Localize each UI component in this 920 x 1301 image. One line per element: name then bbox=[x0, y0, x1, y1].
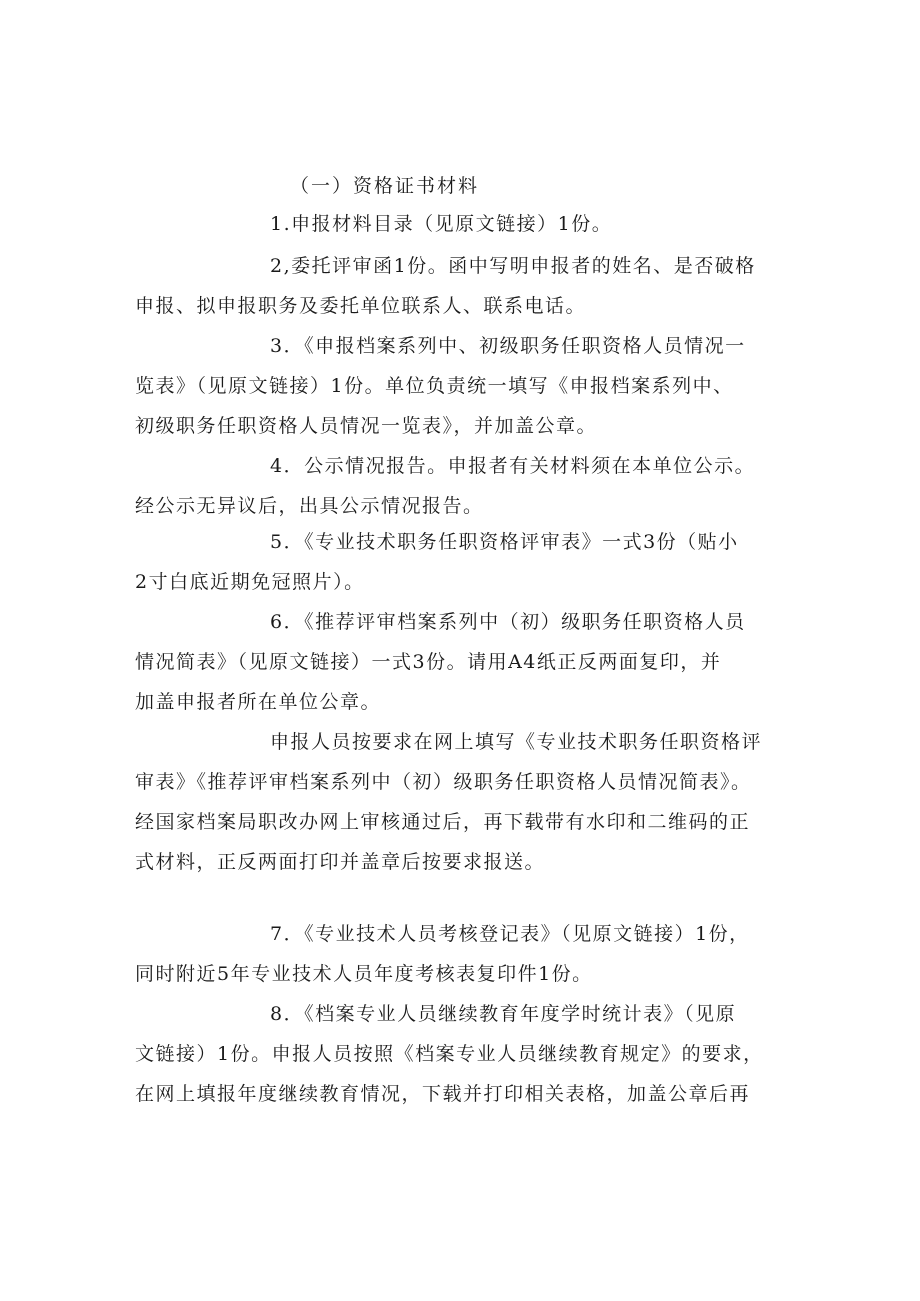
paragraph-line: 在网上填报年度继续教育情况，下载并打印相关表格，加盖公章后再 bbox=[135, 1083, 751, 1105]
paragraph-line: 情况简表》（见原文链接）一式3份。请用A4纸正反两面复印，并 bbox=[135, 651, 722, 673]
paragraph-line: 2寸白底近期免冠照片）。 bbox=[135, 571, 365, 593]
paragraph-line: 申报人员按要求在网上填写《专业技术职务任职资格评 bbox=[270, 731, 763, 753]
paragraph-line: 经国家档案局职改办网上审核通过后，再下载带有水印和二维码的正 bbox=[135, 811, 751, 833]
paragraph-line: 审表》《推荐评审档案系列中（初）级职务任职资格人员情况简表》。 bbox=[135, 771, 752, 793]
paragraph-line: 6．《推荐评审档案系列中（初）级职务任职资格人员 bbox=[270, 611, 746, 633]
paragraph-item-7 bbox=[135, 914, 795, 994]
paragraph-line: 文链接）1份。申报人员按照《档案专业人员继续教育规定》的要求， bbox=[135, 1043, 764, 1065]
paragraph-line: 7．《专业技术人员考核登记表》（见原文链接）1份， bbox=[270, 923, 750, 945]
paragraph-line: 5．《专业技术职务任职资格评审表》一式3份（贴小 bbox=[270, 531, 739, 553]
paragraph-line: 加盖申报者所在单位公章。 bbox=[135, 691, 382, 713]
paragraph-line: 览表》（见原文链接）1份。单位负责统一填写《申报档案系列中、 bbox=[135, 375, 734, 397]
paragraph-item-6 bbox=[135, 602, 795, 722]
paragraph-line: 1.申报材料目录（见原文链接）1份。 bbox=[270, 213, 613, 235]
paragraph-item-5 bbox=[135, 522, 795, 602]
paragraph-item-8 bbox=[135, 994, 795, 1114]
paragraph-line: 3．《申报档案系列中、初级职务任职资格人员情况一 bbox=[270, 335, 746, 357]
paragraph-line: 2,委托评审函1份。函中写明申报者的姓名、是否破格 bbox=[270, 255, 756, 277]
paragraph-line: 申报、拟申报职务及委托单位联系人、联系电话。 bbox=[135, 295, 587, 317]
paragraph-line: 8．《档案专业人员继续教育年度学时统计表》（见原 bbox=[270, 1003, 737, 1025]
paragraph-item-2 bbox=[135, 246, 795, 326]
paragraph-line: 初级职务任职资格人员情况一览表》，并加盖公章。 bbox=[135, 415, 598, 437]
paragraph-line: 经公示无异议后，出具公示情况报告。 bbox=[135, 495, 484, 517]
paragraph-line: 同时附近5年专业技术人员年度考核表复印件1份。 bbox=[135, 963, 593, 985]
paragraph-note-online bbox=[135, 722, 795, 882]
paragraph-item-4 bbox=[135, 446, 795, 526]
paragraph-item-1 bbox=[135, 204, 795, 244]
paragraph-line: 4．公示情况报告。申报者有关材料须在本单位公示。 bbox=[270, 455, 756, 477]
section-heading: （一）资格证书材料 bbox=[290, 175, 480, 197]
paragraph-item-3 bbox=[135, 326, 795, 446]
paragraph-line: 式材料，正反两面打印并盖章后按要求报送。 bbox=[135, 851, 546, 873]
